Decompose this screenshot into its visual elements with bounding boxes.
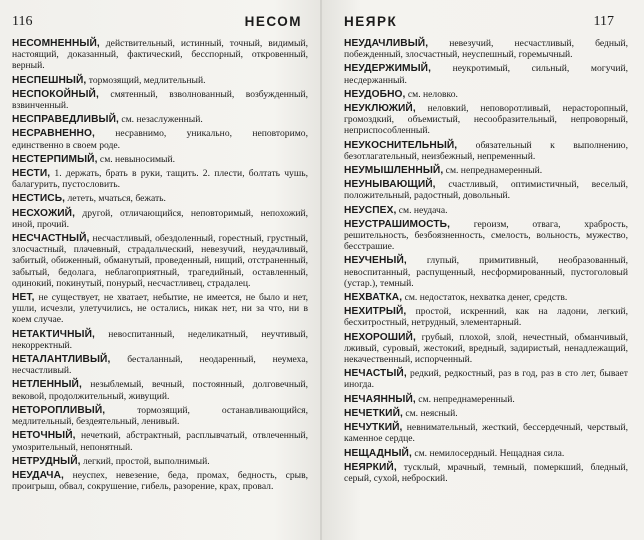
entry-headword: НЕСПРАВЕДЛИВЫЙ,: [12, 114, 119, 126]
entry-headword: НЕУНЫВАЮЩИЙ,: [344, 179, 436, 191]
dictionary-entry: [12, 154, 308, 165]
entry-definition: глупый, примитивный, необразованный, невоспитанный, распущенный, несформированный, пустоголовый (устар.), темный.: [344, 255, 628, 289]
entry-headword: НЕУДОБНО,: [344, 88, 406, 100]
entry-headword: НЕЩАДНЫЙ,: [344, 447, 412, 459]
entry-headword: НЕСПОКОЙНЫЙ,: [12, 88, 99, 100]
entry-headword: НЕСТЕРПИМЫЙ,: [12, 153, 98, 165]
entry-definition: неловкий, неповоротливый, нерасторопный, громоздкий, объемистый, несообразительный, непроворный, неприспособленный.: [344, 103, 628, 137]
entry-definition: см. неясный.: [402, 407, 458, 419]
entry-definition: обязательный к выполнению, безотлагательный, неизбежный, непременный.: [344, 139, 628, 162]
dictionary-entry: [12, 292, 308, 326]
right-page: [322, 0, 644, 540]
entry-headword: НЕСРАВНЕННО,: [12, 128, 95, 140]
dictionary-entry: [344, 408, 628, 419]
dictionary-entry: [12, 470, 308, 492]
entry-headword: НЕТЛЕННЫЙ,: [12, 379, 82, 391]
entry-definition: тусклый, мрачный, темный, померкший, бледный, серый, сухой, неброский.: [344, 461, 628, 484]
entry-list: [12, 38, 308, 495]
entry-headword: НЕУКЛЮЖИЙ,: [344, 103, 416, 115]
entry-definition: неукротимый, сильный, могучий, несдержанный.: [344, 63, 628, 86]
dictionary-entry: [344, 292, 628, 303]
dictionary-entry: [344, 63, 628, 85]
entry-definition: смятенный, взволнованный, возбужденный, взвинченный.: [12, 88, 308, 112]
entry-definition: 1. держать, брать в руки, тащить. 2. плести, болтать чушь, балагурить, пустословить.: [12, 168, 308, 191]
entry-definition: см. невыносимый.: [97, 153, 176, 165]
dictionary-entry: [344, 140, 628, 162]
entry-definition: тормозящий, останавливающийся, медлительный, бездеятельный, ленивый.: [12, 404, 308, 428]
entry-definition: лететь, мчаться, бежать.: [65, 193, 166, 205]
dictionary-entry: [12, 405, 308, 427]
dictionary-entry: [344, 38, 628, 60]
entry-headword: НЕТ,: [12, 292, 35, 304]
entry-definition: героизм, отвага, храбрость, решительность, безбоязненность, смелость, вольность, мужество, бесстрашие.: [344, 218, 628, 253]
entry-definition: другой, отличающийся, неповторимый, непохожий, иной, прочий.: [12, 207, 308, 230]
entry-headword: НЕЧУТКИЙ,: [344, 422, 403, 434]
entry-definition: см. непреднамеренный.: [415, 393, 515, 405]
entry-definition: легкий, простой, выполнимый.: [80, 455, 210, 467]
guide-word: НЕСОМ: [244, 14, 302, 29]
right-page-header: [340, 12, 614, 32]
entry-headword: НЕЧАЯННЫЙ,: [344, 393, 416, 405]
entry-definition: невоспитанный, неделикатный, неучтивый, некорректный.: [12, 328, 308, 351]
entry-definition: невнимательный, жесткий, бессердечный, черствый, каменное сердце.: [344, 422, 628, 445]
entry-headword: НЕТАКТИЧНЫЙ,: [12, 328, 95, 340]
entry-headword: НЕХОРОШИЙ,: [344, 331, 416, 343]
dictionary-entry: [12, 75, 308, 86]
page-number: 117: [593, 14, 614, 29]
entry-definition: тормозящий, медлительный.: [86, 74, 206, 86]
dictionary-entry: [344, 448, 628, 459]
entry-headword: НЕХВАТКА,: [344, 292, 403, 304]
entry-headword: НЕУСПЕХ,: [344, 204, 397, 216]
dictionary-entry: [344, 422, 628, 444]
entry-definition: невезучий, несчастливый, бедный, побежденный, злосчастный, неуспешный, горемычный.: [344, 38, 628, 61]
dictionary-entry: [12, 456, 308, 467]
dictionary-entry: [344, 165, 628, 176]
entry-headword: НЕЯРКИЙ,: [344, 461, 397, 473]
dictionary-entry: [344, 205, 628, 216]
entry-headword: НЕХИТРЫЙ,: [344, 306, 407, 318]
dictionary-entry: [12, 208, 308, 230]
dictionary-entry: [344, 179, 628, 201]
dictionary-entry: [12, 38, 308, 72]
dictionary-entry: [12, 430, 308, 452]
entry-definition: см. незаслуженный.: [118, 114, 203, 126]
entry-headword: НЕТРУДНЫЙ,: [12, 455, 81, 467]
dictionary-entry: [12, 114, 308, 125]
entry-headword: НЕУМЫШЛЕННЫЙ,: [344, 165, 444, 177]
entry-headword: НЕЧЕТКИЙ,: [344, 407, 403, 419]
dictionary-entry: [12, 233, 308, 289]
entry-headword: НЕТОРОПЛИВЫЙ,: [12, 404, 106, 416]
dictionary-entry: [344, 103, 628, 137]
entry-headword: НЕСПЕШНЫЙ,: [12, 74, 87, 86]
dictionary-entry: [344, 368, 628, 390]
dictionary-entry: [12, 354, 308, 376]
dictionary-entry: [344, 306, 628, 328]
entry-definition: несчастливый, обездоленный, горестный, грустный, злосчастный, плачевный, страдальческий, невезучий, неудачливый, забитый, обиженный, обманутый, проведенный, нищий, отстраненный, забытый, бедолага, неблагоприятный, трагедийный, оставленный, одинокий, покинутый, понурый, несчастливец, страдалец.: [12, 233, 308, 289]
dictionary-entry: [12, 128, 308, 150]
left-page-header: [12, 12, 308, 32]
dictionary-entry: [12, 329, 308, 351]
dictionary-entry: [344, 89, 628, 100]
dictionary-entry: [344, 462, 628, 484]
entry-headword: НЕСЧАСТНЫЙ,: [12, 233, 90, 245]
entry-headword: НЕУЧЕНЫЙ,: [344, 255, 407, 267]
page-number: 116: [12, 14, 33, 29]
entry-definition: не существует, не хватает, небытие, не имеется, не было и нет, ушли, исчезли, улетучились, не остались, никак нет, ни за что, ни в коем случае.: [12, 292, 308, 326]
dictionary-entry: [12, 89, 308, 111]
entry-headword: НЕУКОСНИТЕЛЬНЫЙ,: [344, 139, 458, 151]
entry-definition: счастливый, оптимистичный, веселый, положительный, радостный, довольный.: [344, 179, 628, 202]
entry-headword: НЕСТИ,: [12, 168, 51, 180]
entry-headword: НЕЧАСТЫЙ,: [344, 368, 407, 380]
entry-headword: НЕСТИСЬ,: [12, 193, 66, 205]
entry-headword: НЕУДЕРЖИМЫЙ,: [344, 63, 432, 75]
entry-definition: несравнимо, уникально, неповторимо, единственно в своем роде.: [12, 128, 308, 151]
dictionary-entry: [344, 332, 628, 366]
dictionary-entry: [12, 379, 308, 401]
entry-definition: см. непреднамеренный.: [443, 165, 543, 177]
entry-definition: действительный, истинный, точный, видимый, настоящий, доказанный, фактический, бесспорный, откровенный, верный.: [12, 38, 308, 72]
entry-definition: см. неудача.: [396, 204, 448, 216]
dictionary-entry: [344, 219, 628, 253]
entry-headword: НЕУСТРАШИМОСТЬ,: [344, 218, 451, 230]
entry-definition: грубый, плохой, злой, нечестный, обманчивый, лживый, суровый, жестокий, вредный, задиристый, ненадлежащий, некачественный, испорченный.: [344, 331, 628, 366]
entry-definition: неуспех, невезение, беда, промах, бедность, срыв, проигрыш, обвал, сокрушение, гибель, разорение, крах, провал.: [12, 469, 308, 493]
entry-headword: НЕСХОЖИЙ,: [12, 207, 76, 219]
entry-headword: НЕТОЧНЫЙ,: [12, 430, 76, 442]
dictionary-entry: [344, 255, 628, 289]
entry-headword: НЕУДАЧЛИВЫЙ,: [344, 38, 429, 49]
entry-list: [344, 38, 628, 487]
entry-headword: НЕУДАЧА,: [12, 469, 64, 481]
entry-headword: НЕСОМНЕННЫЙ,: [12, 38, 100, 49]
dictionary-entry: [344, 394, 628, 405]
entry-definition: незыблемый, вечный, постоянный, долговечный, вековой, продолжительный, живущий.: [12, 379, 308, 402]
entry-definition: см. неловко.: [405, 88, 458, 100]
entry-definition: см. немилосердный. Нещадная сила.: [411, 447, 565, 459]
entry-definition: простой, искренний, как на ладони, легкий, бесхитростный, нетрудный, элементарный.: [344, 306, 628, 329]
entry-definition: редкий, редкостный, раз в год, раз в сто лет, бывает иногда.: [344, 368, 628, 391]
entry-definition: бесталанный, неодаренный, неумеха, несчастливый.: [12, 354, 308, 377]
guide-word: НЕЯРК: [344, 14, 398, 29]
dictionary-entry: [12, 193, 308, 204]
entry-definition: см. недостаток, нехватка денег, средств.: [402, 292, 568, 304]
entry-definition: нечеткий, абстрактный, расплывчатый, отвлеченный, умозрительный, непонятный.: [12, 430, 308, 453]
entry-headword: НЕТАЛАНТЛИВЫЙ,: [12, 354, 111, 366]
dictionary-entry: [12, 168, 308, 190]
